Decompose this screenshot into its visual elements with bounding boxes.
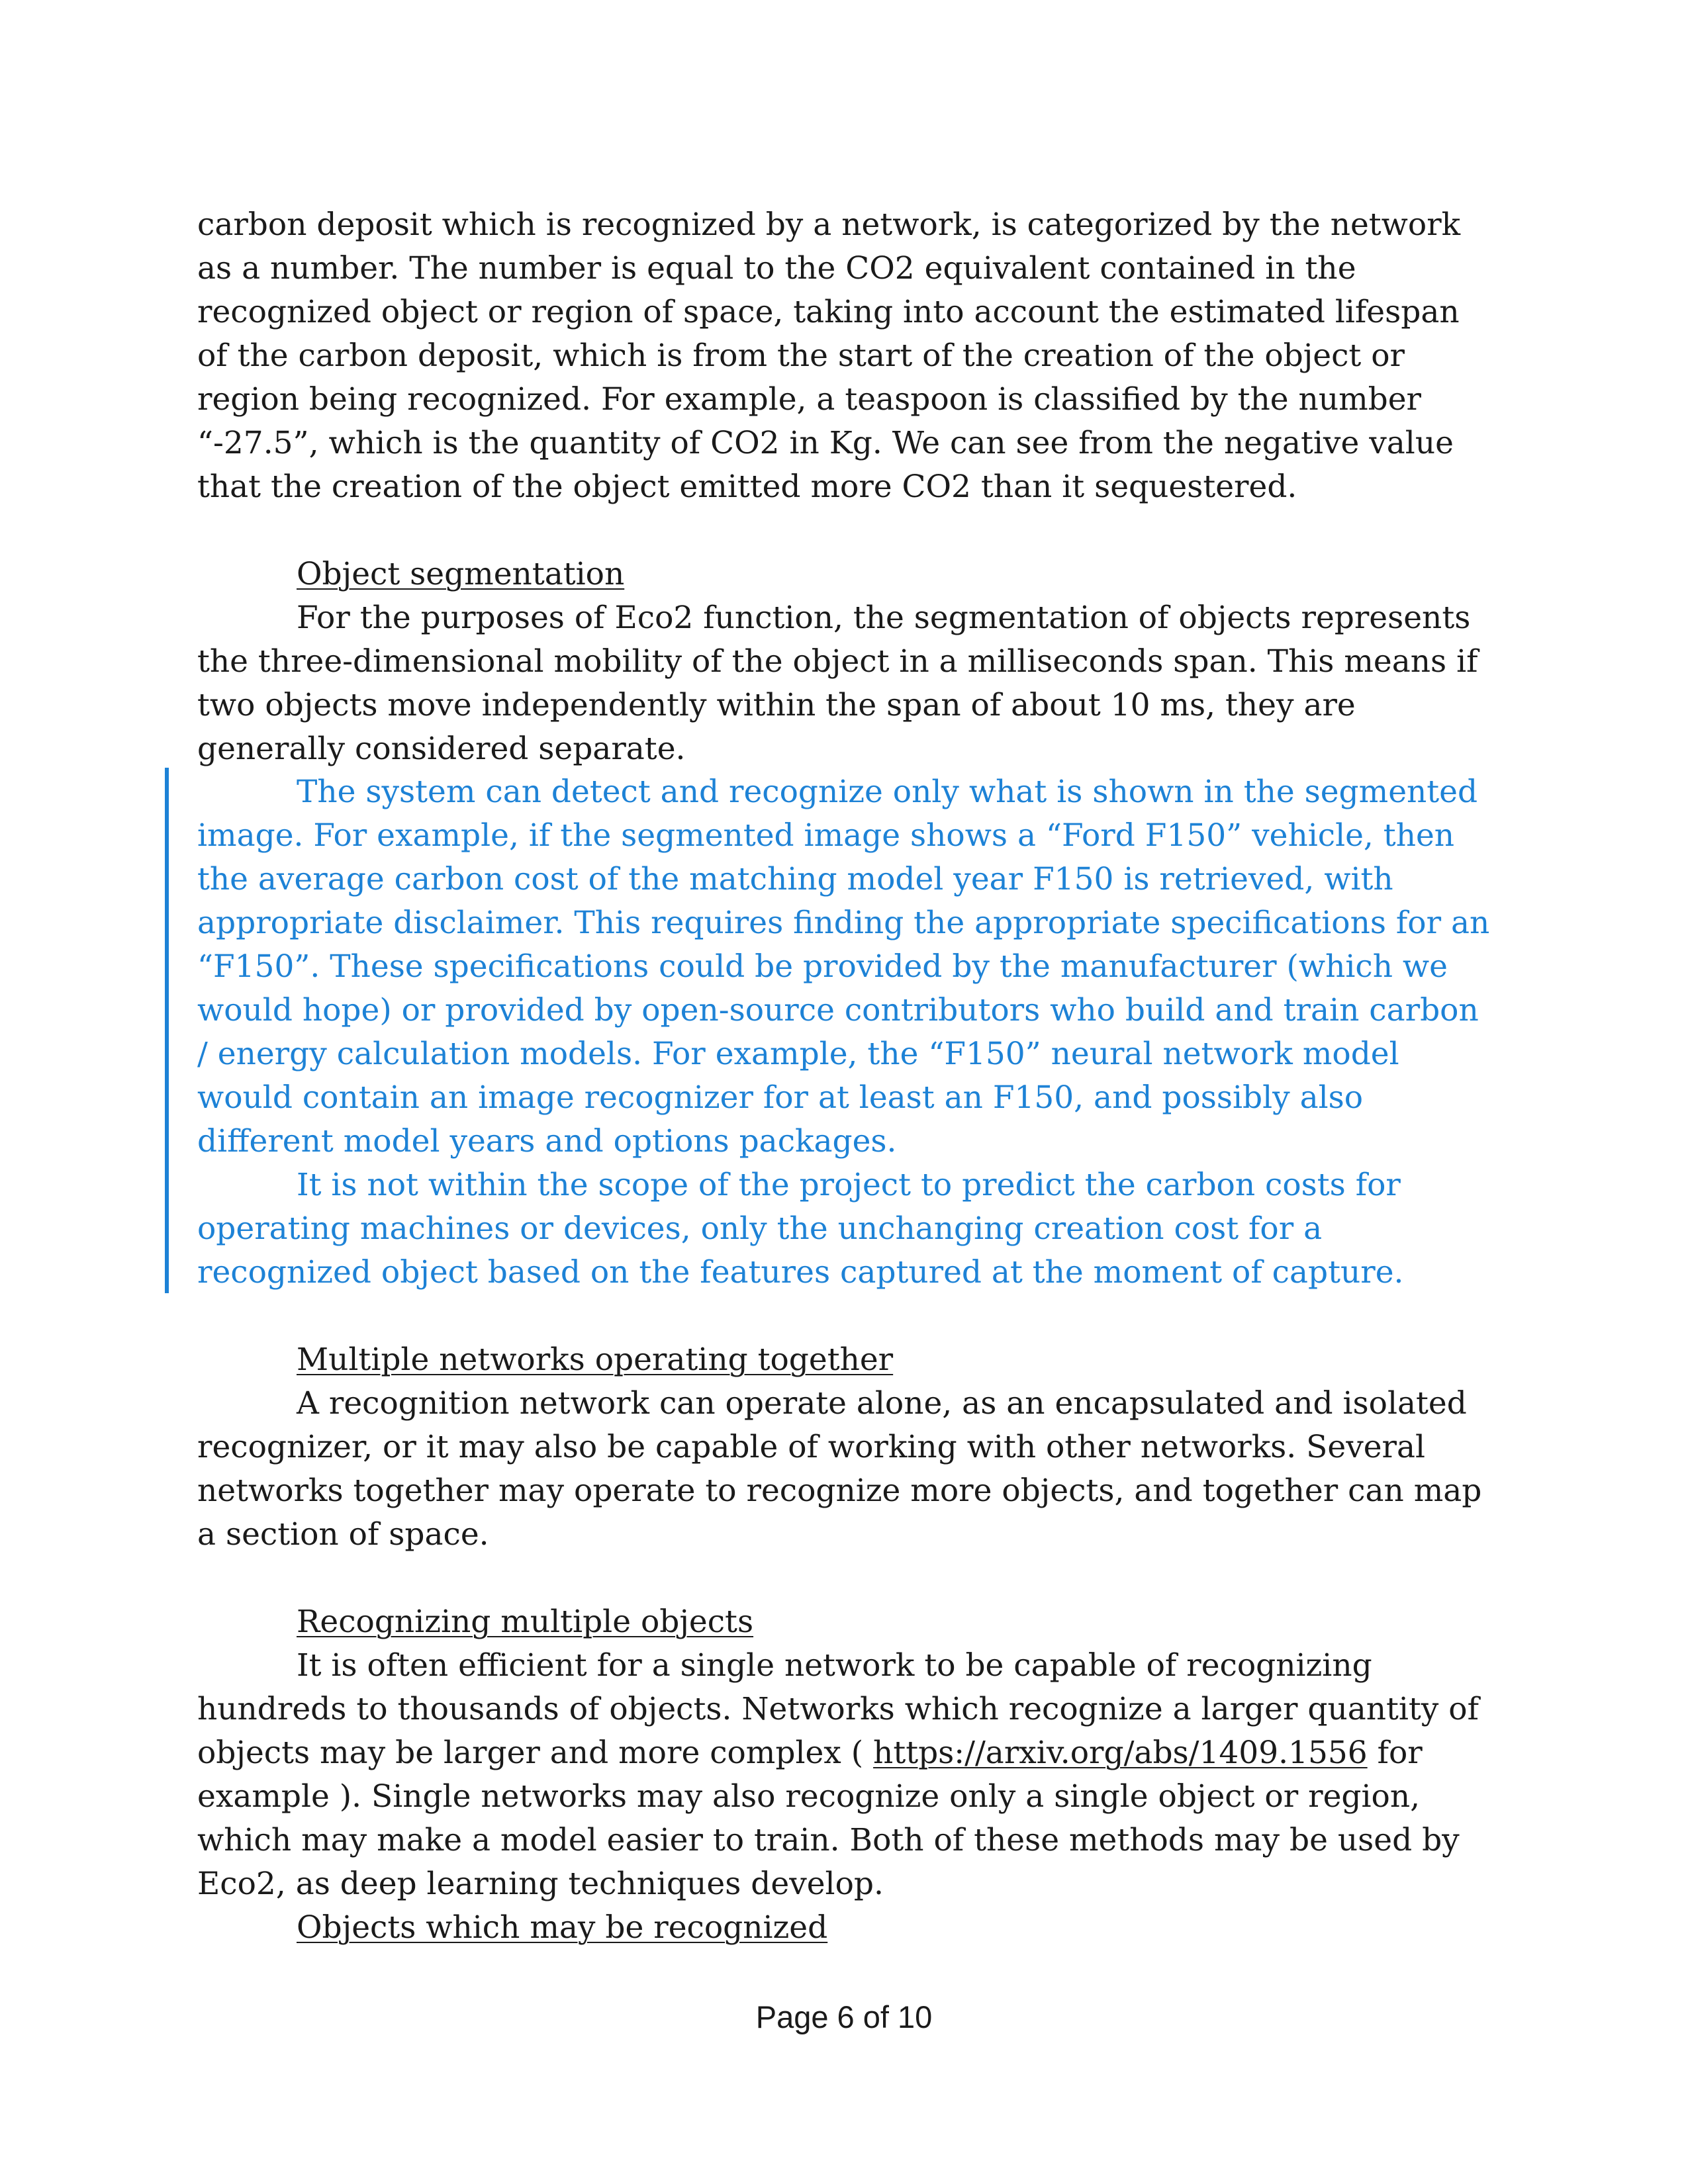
- heading-multiple-networks-text: Multiple networks operating together: [297, 1342, 894, 1378]
- paragraph-multiple-objects-part2: for example ). Single networks may also recognize only a single object or region, which may make a model easier to train. Both of these methods may be used by Eco2, as deep learning techniques develop.: [197, 1735, 1460, 1902]
- heading-object-segmentation: [197, 553, 1495, 596]
- paragraph-multiple-objects-part1: It is often efficient for a single network to be capable of recognizing hundreds to thousands of objects. Networks which recognize a larger quantity of objects may be larger and more complex (: [197, 1647, 1479, 1771]
- paragraph-carbon-deposit: carbon deposit which is recognized by a network, is categorized by the network as a number. The number is equal to the CO2 equivalent contained in the recognized object or region of space, taking into account the estimated lifespan of the carbon deposit, which is from the start of the creation of the object or region being recognized. For example, a teaspoon is classified by the number “-27.5”, which is the quantity of CO2 in Kg. We can see from the negative value that the creation of the object emitted more CO2 than it sequestered.: [197, 206, 1461, 505]
- paragraph-multiple-networks: A recognition network can operate alone, as an encapsulated and isolated recognizer, or it may also be capable of working with other networks. Several networks together may operate to recognize more objects, and together can map a section of space.: [197, 1385, 1482, 1553]
- heading-object-segmentation-text: Object segmentation: [297, 556, 625, 592]
- heading-recognizing-multiple-objects: [197, 1600, 1495, 1644]
- paragraph-scope: It is not within the scope of the project to predict the carbon costs for operating machines or devices, only the unchanging creation cost for a recognized object based on the features captured at the moment of capture.: [197, 1167, 1404, 1291]
- paragraph-segmented-image: The system can detect and recognize only what is shown in the segmented image. For example, if the segmented image shows a “Ford F150” vehicle, then the average carbon cost of the matching model year F150 is retrieved, with appropriate disclaimer. This requires finding the appropriate specifications for an “F150”. These specifications could be provided by the manufacturer (which we would hope) or provided by open-source contributors who build and train carbon / energy calculation models. For example, the “F150” neural network model would contain an image recognizer for at least an F150, and possibly also different model years and options packages.: [197, 774, 1490, 1160]
- page-number-footer: Page 6 of 10: [755, 1999, 933, 2034]
- heading-multiple-networks: [197, 1338, 1495, 1382]
- paragraph-object-segmentation: For the purposes of Eco2 function, the segmentation of objects represents the three-dimensional mobility of the object in a milliseconds span. This means if two objects move independently within the span of about 10 ms, they are generally considered separate.: [197, 600, 1478, 767]
- arxiv-link[interactable]: https://arxiv.org/abs/1409.1556: [873, 1735, 1368, 1771]
- heading-recognizing-multiple-objects-text: Recognizing multiple objects: [297, 1604, 754, 1640]
- heading-objects-recognized-text: Objects which may be recognized: [297, 1909, 828, 1946]
- tracked-change-bar: [165, 768, 169, 1293]
- paragraph-multiple-objects: [197, 1644, 1495, 1906]
- heading-objects-recognized: [197, 1906, 1495, 1950]
